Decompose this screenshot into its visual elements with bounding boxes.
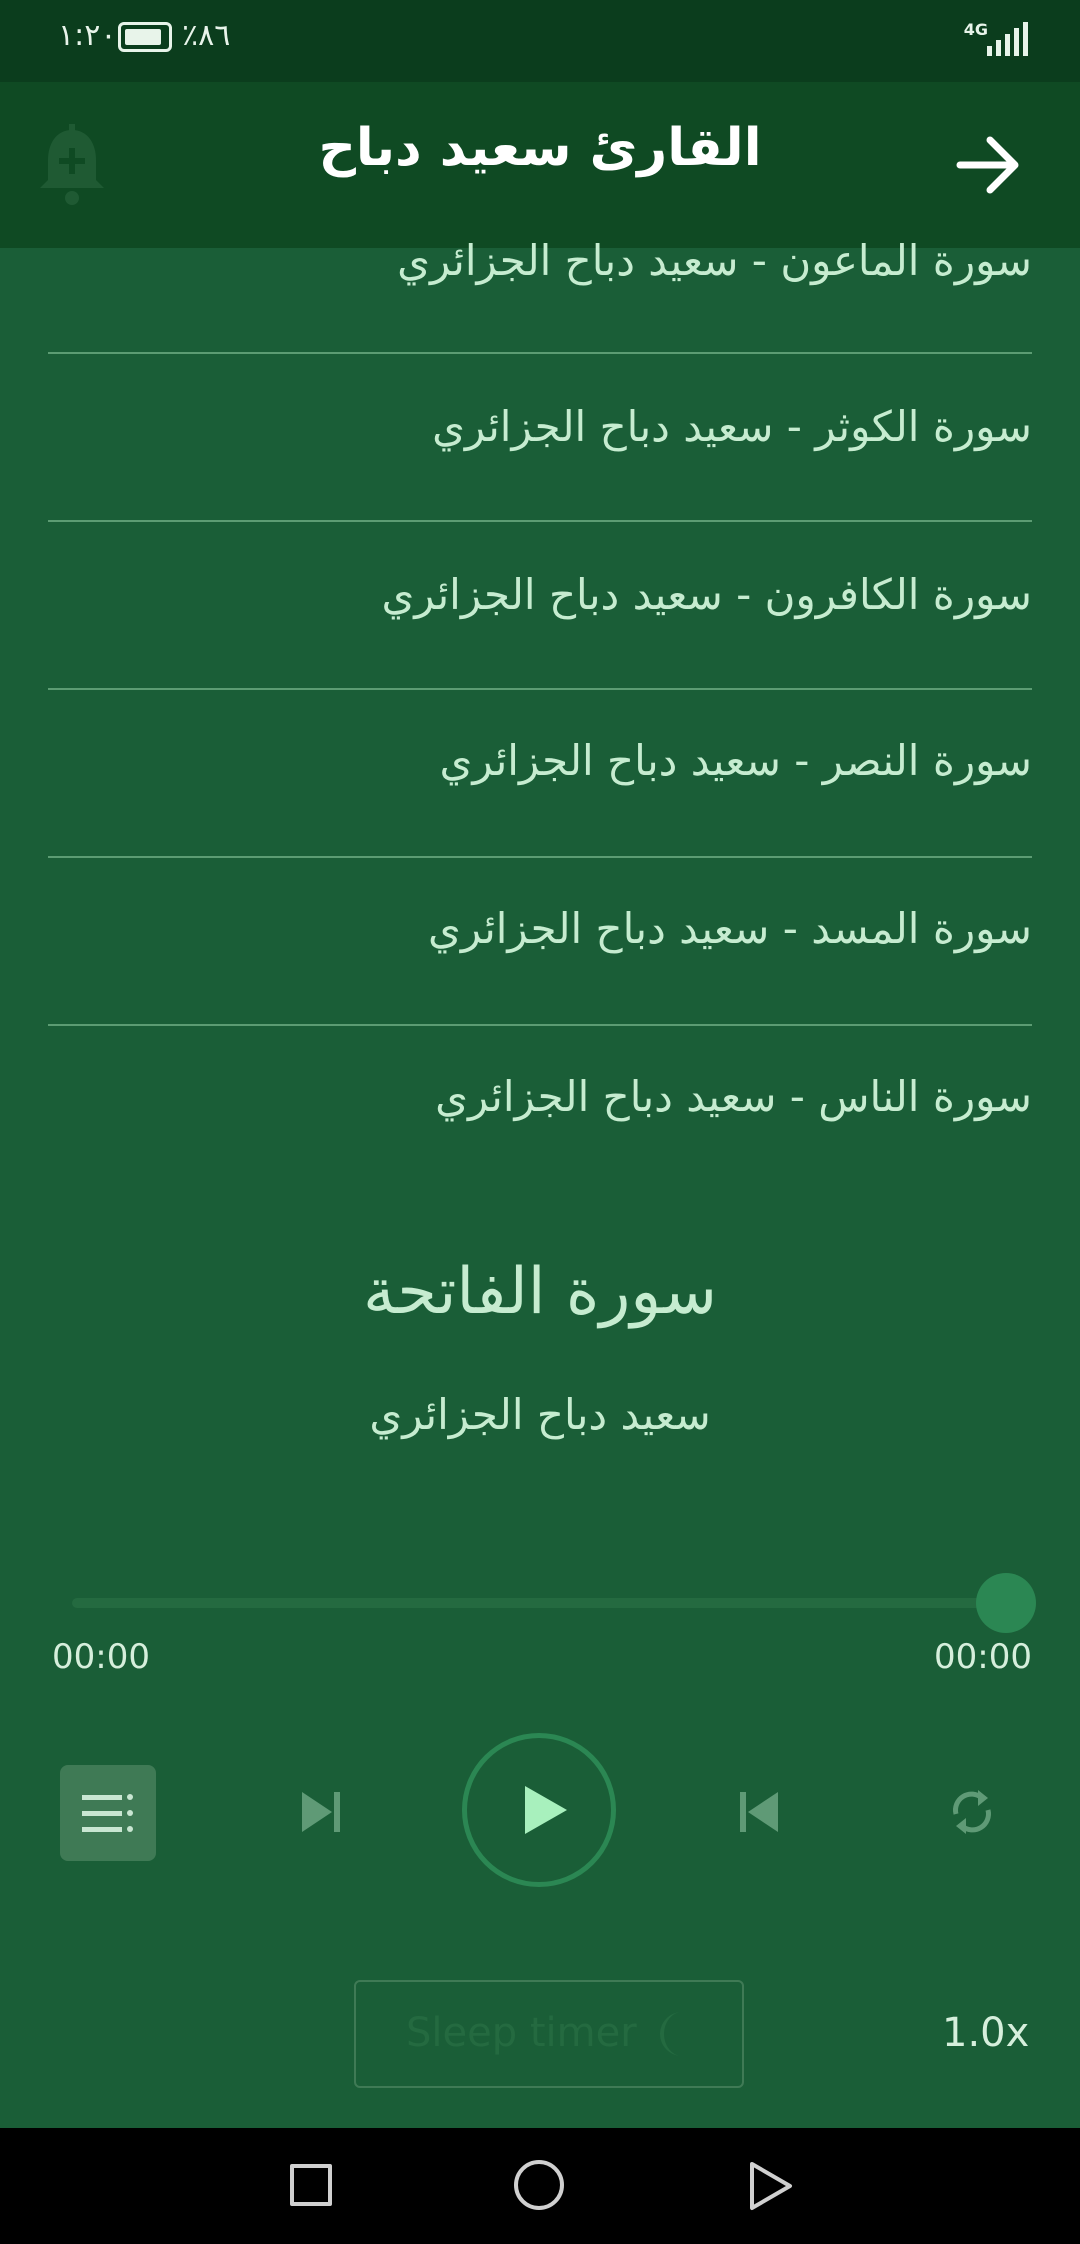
sleep-timer-button[interactable] bbox=[354, 1980, 744, 2088]
list-item[interactable]: سورة الكافرون - سعيد دباح الجزائري bbox=[381, 570, 1032, 619]
signal-icon bbox=[987, 20, 1028, 56]
repeat-icon bbox=[946, 1786, 998, 1838]
list-item[interactable]: سورة الناس - سعيد دباح الجزائري bbox=[435, 1072, 1032, 1121]
repeat-button[interactable] bbox=[946, 1786, 998, 1838]
playlist-button[interactable] bbox=[60, 1765, 156, 1861]
divider bbox=[48, 352, 1032, 354]
now-playing-title: سورة الفاتحة bbox=[362, 1255, 718, 1329]
divider bbox=[48, 688, 1032, 690]
playback-speed[interactable]: 1.0x bbox=[942, 2010, 1030, 2056]
divider bbox=[48, 856, 1032, 858]
duration-time: 00:00 bbox=[934, 1637, 1032, 1677]
playlist-icon bbox=[60, 1765, 156, 1861]
battery-icon bbox=[118, 22, 172, 52]
list-item[interactable]: سورة الكوثر - سعيد دباح الجزائري bbox=[432, 402, 1032, 451]
app-bar bbox=[0, 82, 1080, 248]
play-button[interactable] bbox=[462, 1733, 616, 1887]
list-item[interactable]: سورة الماعون - سعيد دباح الجزائري bbox=[397, 236, 1032, 285]
play-icon bbox=[467, 1738, 611, 1882]
now-playing-artist: سعيد دباح الجزائري bbox=[369, 1390, 711, 1439]
battery-percent: ٪٨٦ bbox=[182, 18, 231, 53]
moon-icon bbox=[648, 2008, 700, 2060]
skip-next-button[interactable] bbox=[298, 1788, 346, 1836]
recent-apps-icon[interactable] bbox=[290, 2164, 332, 2206]
navigation-bar bbox=[0, 2128, 1080, 2244]
elapsed-time: 00:00 bbox=[52, 1637, 150, 1677]
divider bbox=[48, 1024, 1032, 1026]
page-title: القارئ سعيد دباح bbox=[318, 118, 762, 178]
divider bbox=[48, 520, 1032, 522]
skip-previous-button[interactable] bbox=[734, 1788, 782, 1836]
back-icon[interactable] bbox=[748, 2160, 794, 2212]
skip-previous-icon bbox=[734, 1788, 782, 1836]
seek-bar[interactable] bbox=[72, 1598, 1006, 1608]
arrow-right-icon[interactable] bbox=[954, 132, 1024, 198]
home-icon[interactable] bbox=[514, 2160, 564, 2210]
status-time: ١:٢٠ bbox=[58, 18, 117, 53]
skip-next-icon bbox=[298, 1788, 346, 1836]
network-type: 4G bbox=[963, 20, 988, 39]
seek-handle[interactable] bbox=[976, 1573, 1036, 1633]
list-item[interactable]: سورة المسد - سعيد دباح الجزائري bbox=[428, 904, 1032, 953]
sleep-timer-label: Sleep timer bbox=[406, 2010, 637, 2056]
status-bar bbox=[0, 0, 1080, 82]
list-item[interactable]: سورة النصر - سعيد دباح الجزائري bbox=[439, 736, 1032, 785]
